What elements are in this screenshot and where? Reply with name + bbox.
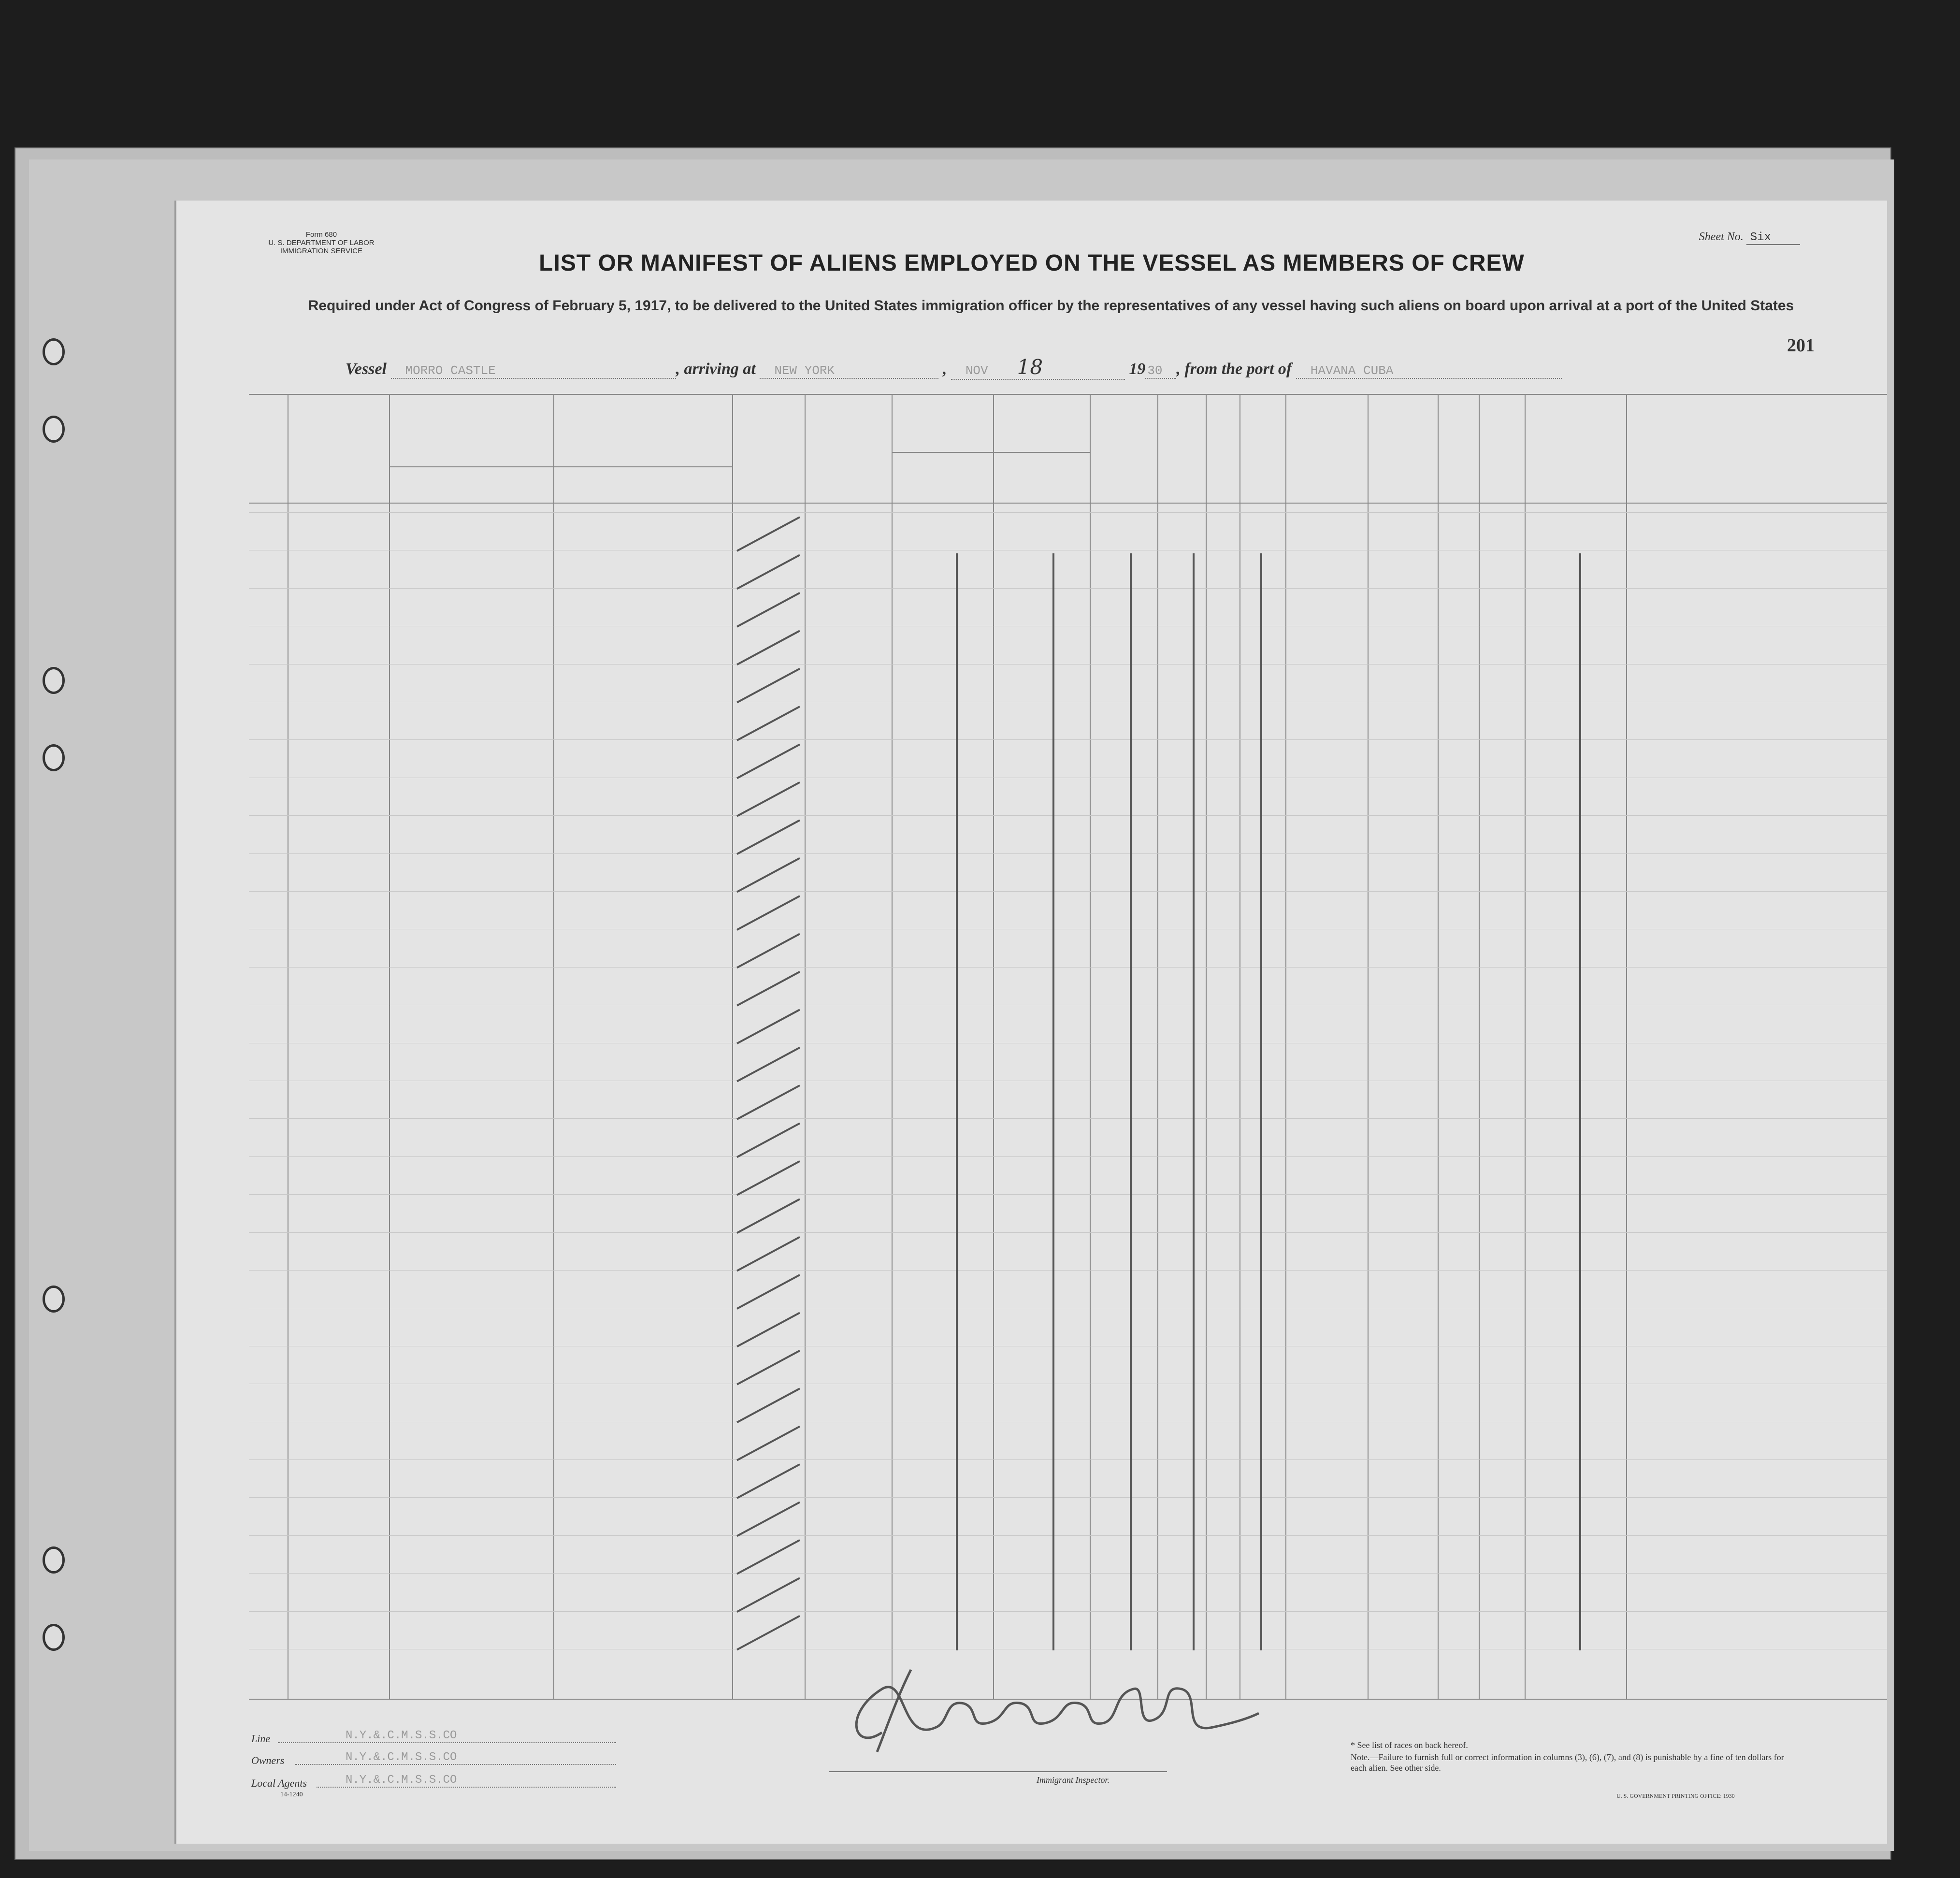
ruled-line	[249, 1156, 1887, 1157]
column-divider	[1525, 394, 1526, 1699]
service-length-stroke	[737, 593, 800, 627]
inspector-line	[829, 1771, 1167, 1772]
service-length-stroke	[737, 1161, 800, 1195]
page-title: LIST OR MANIFEST OF ALIENS EMPLOYED ON THE VESSEL AS MEMBERS OF CREW	[539, 250, 1525, 276]
service-length-stroke	[737, 1275, 800, 1309]
sheet-number-value: Six	[1746, 231, 1800, 245]
column-divider	[1626, 394, 1627, 1699]
agents-value: N.Y.&.C.M.S.S.CO	[317, 1774, 616, 1788]
ruled-line	[249, 1118, 1887, 1119]
column-divider	[1206, 394, 1207, 1699]
service-length-stroke	[737, 1048, 800, 1082]
binder-hole	[43, 744, 65, 771]
binder-hole	[43, 1286, 65, 1313]
service-length-stroke	[737, 934, 800, 968]
ruled-line	[249, 739, 1887, 740]
fine-note: Note.—Failure to furnish full or correct information in columns (3), (6), (7), and (8) is punishable by a fine of ten dollars for each alien. See other side.	[1351, 1752, 1784, 1773]
column-divider	[1285, 394, 1286, 1699]
binder-hole	[43, 1546, 65, 1574]
service-length-stroke	[737, 1578, 800, 1612]
arrival-month: NOV	[965, 363, 988, 378]
service-length-stroke	[737, 896, 800, 930]
inspector-signature	[824, 1655, 1307, 1762]
vessel-label: Vessel	[346, 360, 387, 378]
vessel-name: MORRO CASTLE	[391, 363, 676, 379]
printing-office: U. S. GOVERNMENT PRINTING OFFICE: 1930	[1616, 1792, 1735, 1799]
owners-label: Owners	[251, 1754, 285, 1766]
agents-label: Local Agents	[251, 1777, 307, 1789]
ruled-line	[249, 1270, 1887, 1271]
ruled-line	[249, 1573, 1887, 1574]
ruled-line	[249, 1232, 1887, 1233]
service-length-stroke	[737, 669, 800, 703]
service-length-stroke	[737, 707, 800, 740]
crew-table	[249, 394, 1887, 1699]
service-length-stroke	[737, 1199, 800, 1233]
service-length-stroke	[737, 631, 800, 665]
service-length-stroke	[737, 858, 800, 892]
ruled-line	[249, 1535, 1887, 1536]
column-divider	[1438, 394, 1439, 1699]
page-number: 201	[1787, 335, 1815, 356]
service-length-stroke	[737, 744, 800, 778]
name-subheader-line	[389, 466, 732, 467]
service: IMMIGRATION SERVICE	[280, 247, 363, 255]
handwritten-marks	[249, 394, 1887, 1699]
binder-hole	[43, 338, 65, 365]
column-divider	[805, 394, 806, 1699]
binder-hole	[43, 667, 65, 694]
service-length-stroke	[737, 517, 800, 551]
table-top-border	[249, 394, 1887, 395]
voyage-line: Vessel MORRO CASTLE , arriving at NEW YORK , NOV 18 19 30 , from the port of HAVANA CUBA	[346, 355, 1562, 380]
header-bottom-border	[249, 503, 1887, 504]
ruled-line	[249, 967, 1887, 968]
column-divider	[1239, 394, 1240, 1699]
binder-hole	[43, 416, 65, 443]
service-length-stroke	[737, 1010, 800, 1043]
column-divider	[553, 394, 554, 1699]
sheet-number	[1699, 231, 1800, 244]
service-length-stroke	[737, 1388, 800, 1422]
inspector-label: Immigrant Inspector.	[1037, 1775, 1110, 1785]
column-divider	[892, 394, 893, 1699]
service-length-stroke	[737, 1427, 800, 1460]
arrival-port: NEW YORK	[760, 363, 938, 379]
service-length-stroke	[737, 1313, 800, 1346]
binder-hole	[43, 1624, 65, 1651]
ruled-line	[249, 1194, 1887, 1195]
owners-value: N.Y.&.C.M.S.S.CO	[295, 1751, 616, 1765]
column-divider	[993, 394, 994, 1699]
service-length-stroke	[737, 1502, 800, 1536]
ruled-line	[249, 512, 1887, 513]
agents-code: 14-1240	[280, 1791, 303, 1798]
service-length-stroke	[737, 1540, 800, 1574]
service-length-stroke	[737, 1351, 800, 1385]
service-length-stroke	[737, 782, 800, 816]
year-prefix: 19	[1129, 360, 1146, 378]
ruled-line	[249, 853, 1887, 854]
page-subtitle: Required under Act of Congress of February 5, 1917, to be delivered to the United States immigration officer by the representatives of any vessel having such aliens on board upon arrival at a port of the United States	[308, 298, 1794, 314]
sheet-number-label: Sheet No.	[1699, 231, 1744, 243]
service-length-stroke	[737, 820, 800, 854]
ruled-line	[249, 891, 1887, 892]
ruled-line	[249, 815, 1887, 816]
column-divider	[732, 394, 733, 1699]
service-length-stroke	[737, 1616, 800, 1650]
line-value: N.Y.&.C.M.S.S.CO	[278, 1729, 616, 1743]
ruled-line	[249, 1611, 1887, 1612]
manifest-sheet	[176, 201, 1887, 1844]
form-number: Form 680	[305, 231, 337, 239]
service-length-stroke	[737, 1123, 800, 1157]
departure-port: HAVANA CUBA	[1296, 363, 1562, 379]
arrival-date	[951, 355, 1125, 380]
service-length-stroke	[737, 555, 800, 589]
column-divider	[1090, 394, 1091, 1699]
service-length-stroke	[737, 1464, 800, 1498]
ruled-line	[249, 1497, 1887, 1498]
column-divider	[1368, 394, 1369, 1699]
column-divider	[1157, 394, 1158, 1699]
arrival-day: 18	[1017, 355, 1043, 379]
line-label: Line	[251, 1733, 271, 1745]
ruled-line	[249, 1459, 1887, 1460]
column-divider	[389, 394, 390, 1699]
column-divider	[1479, 394, 1480, 1699]
ruled-line	[249, 664, 1887, 665]
year-suffix: 30	[1145, 363, 1176, 379]
department: U. S. DEPARTMENT OF LABOR	[268, 239, 375, 247]
service-length-stroke	[737, 1085, 800, 1119]
arriving-label: , arriving at	[676, 360, 756, 378]
races-note: * See list of races on back hereof.	[1351, 1740, 1468, 1750]
from-label: , from the port of	[1176, 360, 1292, 378]
service-length-stroke	[737, 972, 800, 1006]
ruled-line	[249, 588, 1887, 589]
shipped-subheader-line	[892, 452, 1090, 453]
service-length-stroke	[737, 1237, 800, 1271]
